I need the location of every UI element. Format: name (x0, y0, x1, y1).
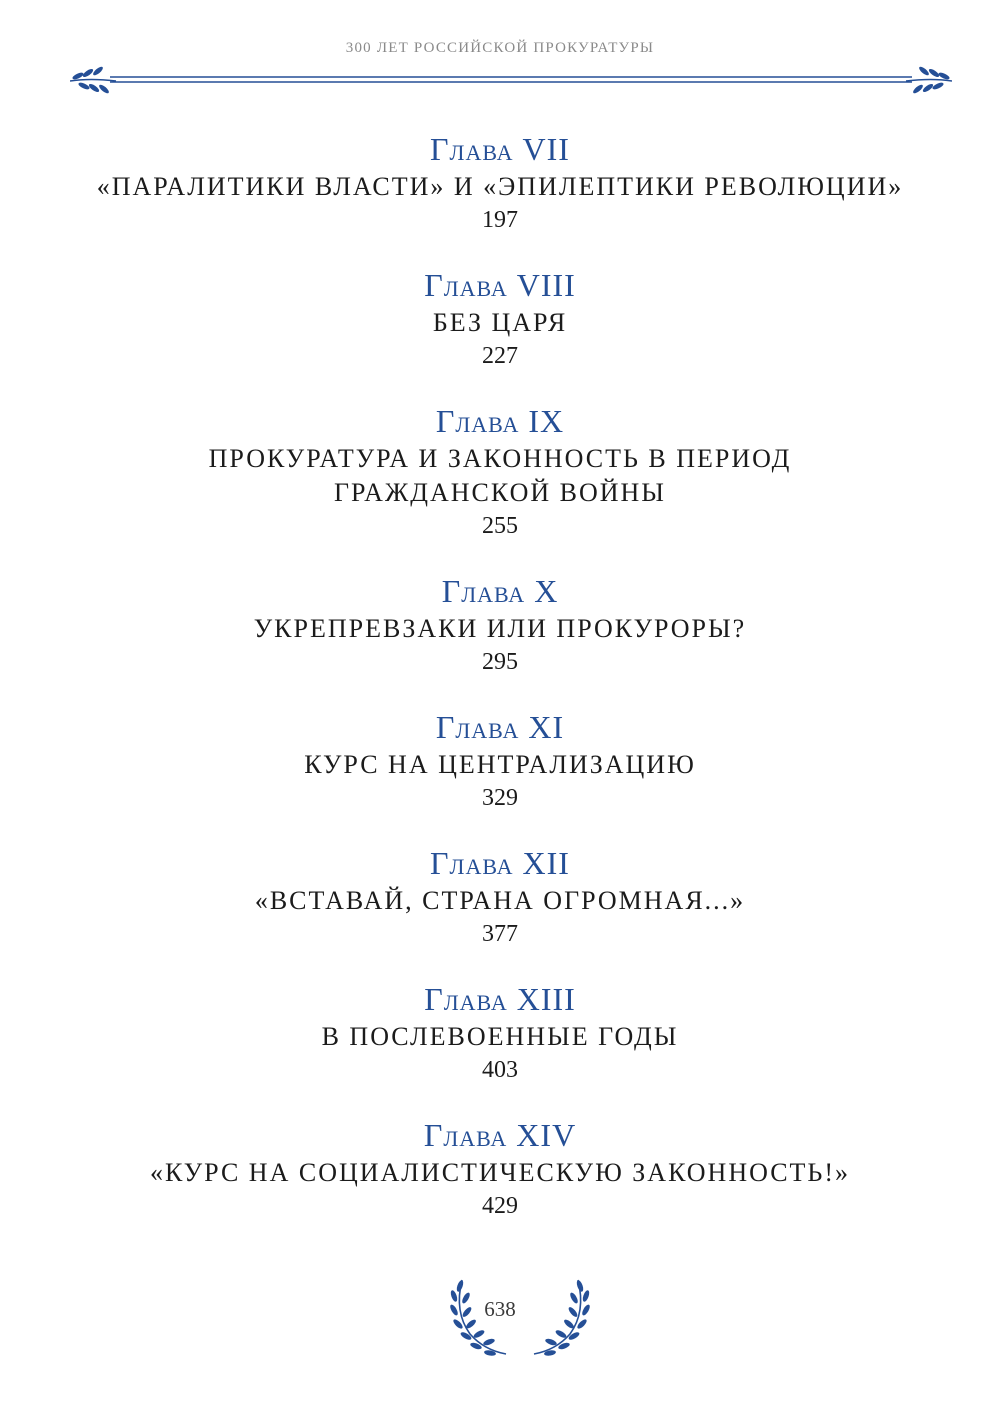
chapter-page-number: 329 (482, 785, 518, 811)
chapter-title: ПРОКУРАТУРА И ЗАКОННОСТЬ В ПЕРИОД ГРАЖДАНСКОЙ ВОЙНЫ (208, 444, 792, 507)
chapter-page-number: 197 (482, 207, 518, 233)
chapter-title: В ПОСЛЕВОЕННЫЕ ГОДЫ (321, 1022, 679, 1051)
chapter-label: Глава XIII (424, 981, 576, 1017)
chapter-label: Глава IX (435, 403, 565, 439)
chapter-label: Глава VIII (424, 267, 576, 303)
toc-entry-chapter-13[interactable] (0, 978, 1000, 1086)
chapter-page-number: 255 (482, 513, 518, 539)
laurel-branch-icon-left (70, 65, 116, 94)
toc-entry-chapter-11[interactable] (0, 706, 1000, 814)
chapter-label: Глава XII (430, 845, 570, 881)
toc-entry-chapter-12[interactable] (0, 842, 1000, 950)
header-rule (70, 62, 952, 98)
toc-entry-chapter-9[interactable] (0, 400, 1000, 542)
chapter-label: Глава X (441, 573, 559, 609)
chapter-title: КУРС НА ЦЕНТРАЛИЗАЦИЮ (304, 750, 696, 779)
chapter-title: «ПАРАЛИТИКИ ВЛАСТИ» И «ЭПИЛЕПТИКИ РЕВОЛЮЦИИ» (96, 172, 904, 201)
page-number: 638 (484, 1297, 516, 1321)
chapter-title: УКРЕПРЕВЗАКИ ИЛИ ПРОКУРОРЫ? (253, 614, 747, 643)
table-of-contents (0, 128, 1000, 1250)
chapter-page-number: 403 (482, 1057, 518, 1083)
laurel-branch-icon-right (906, 65, 952, 94)
chapter-page-number: 227 (482, 343, 518, 369)
chapter-page-number: 377 (482, 921, 518, 947)
toc-entry-chapter-14[interactable] (0, 1114, 1000, 1222)
running-title: 300 ЛЕТ РОССИЙСКОЙ ПРОКУРАТУРЫ (345, 40, 655, 56)
toc-entry-chapter-8[interactable] (0, 264, 1000, 372)
chapter-label: Глава VII (430, 131, 570, 167)
chapter-label: Глава XIV (423, 1117, 577, 1153)
chapter-label: Глава XI (435, 709, 565, 745)
chapter-page-number: 295 (482, 649, 518, 675)
chapter-title: «КУРС НА СОЦИАЛИСТИЧЕСКУЮ ЗАКОННОСТЬ!» (149, 1158, 851, 1187)
toc-entry-chapter-10[interactable] (0, 570, 1000, 678)
chapter-page-number: 429 (482, 1193, 518, 1219)
toc-entry-chapter-7[interactable] (0, 128, 1000, 236)
chapter-title: БЕЗ ЦАРЯ (432, 308, 568, 337)
chapter-title: «ВСТАВАЙ, СТРАНА ОГРОМНАЯ...» (254, 886, 746, 915)
